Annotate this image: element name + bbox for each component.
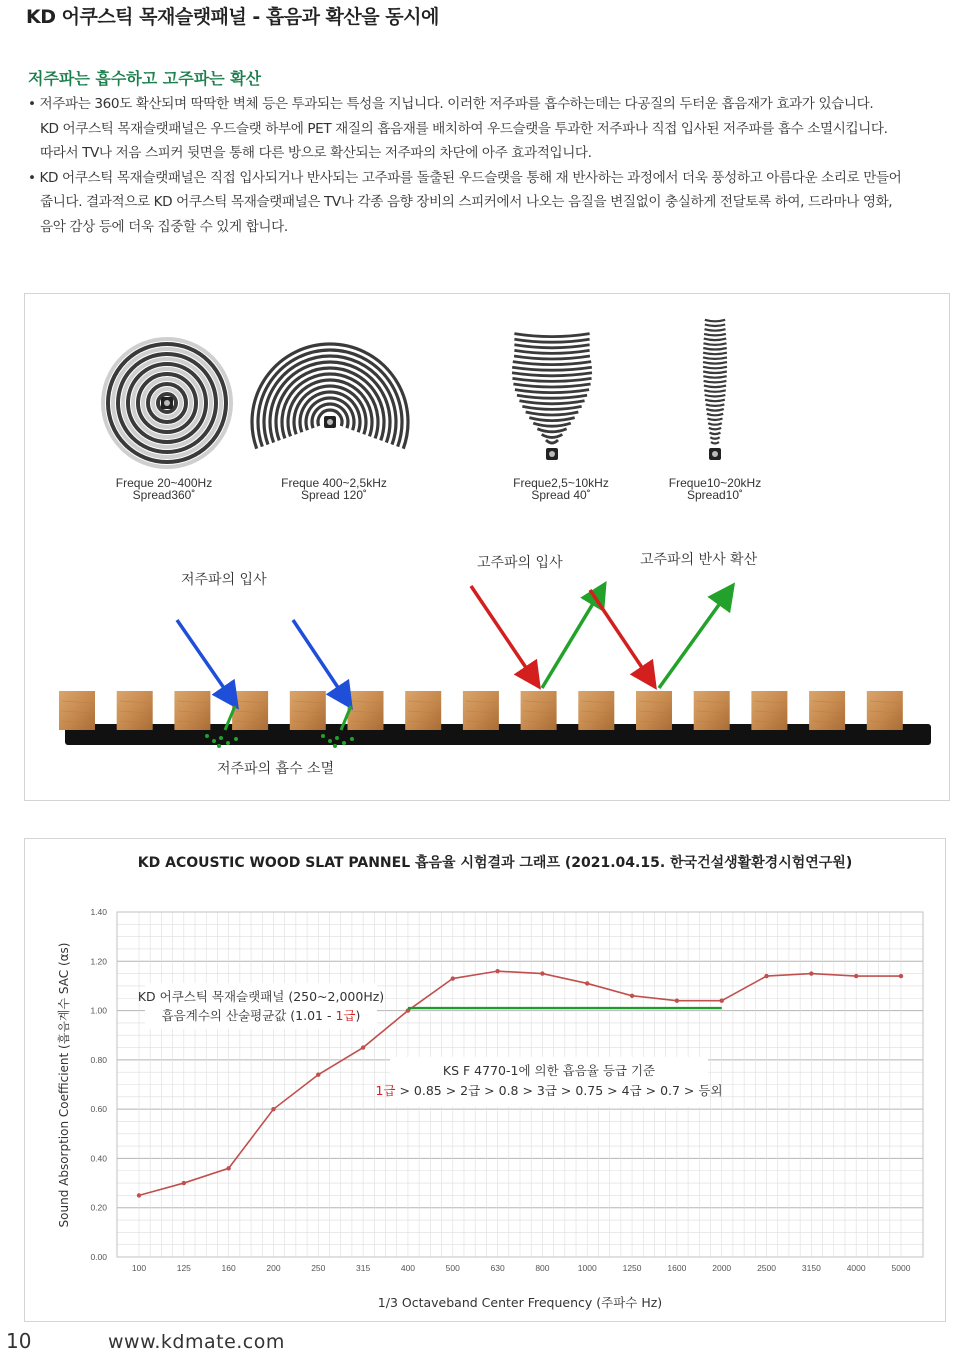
y-tick-label: 0.00	[90, 1252, 107, 1262]
wave-arc	[705, 400, 725, 402]
paragraph-line: 줍니다. 결과적으로 KD 어쿠스틱 목재슬랫패널은 TV나 각종 음향 장비의 스피커에서 나오는 음질을 변질없이 충실하게 전달토록 하여, 드라마나 영화,	[40, 194, 893, 211]
standard-annotation-line2	[375, 1083, 722, 1098]
wood-slat	[809, 691, 845, 730]
wood-slat	[232, 691, 268, 730]
series-point	[451, 976, 455, 980]
wave-arc	[515, 390, 589, 393]
x-tick-label: 160	[221, 1263, 236, 1273]
wave-arc	[703, 343, 726, 345]
series-point	[675, 999, 679, 1003]
series-point	[361, 1045, 365, 1049]
wood-slat	[59, 691, 95, 730]
wave-arc	[703, 353, 727, 355]
series-point	[137, 1193, 141, 1197]
series-point	[540, 971, 544, 975]
wood-slat	[290, 691, 326, 730]
absorb-dot	[226, 741, 230, 745]
footer-url[interactable]: www.kdmate.com	[108, 1331, 285, 1353]
speaker-cone	[327, 419, 333, 425]
wood-slat	[521, 691, 557, 730]
x-tick-label: 315	[356, 1263, 371, 1273]
wave-arc	[519, 401, 584, 404]
wood-slat	[694, 691, 730, 730]
wave-arc	[707, 414, 723, 416]
paragraph-line: • KD 어쿠스틱 목재슬랫패널은 직접 입사되거나 반사되는 고주파를 돌출된 우드슬랫을 통해 재 반사하는 과정에서 더욱 풍성하고 아름다운 소리로 만들어	[28, 169, 902, 186]
x-tick-label: 800	[535, 1263, 550, 1273]
wave-arc	[710, 433, 721, 435]
x-axis-label: 1/3 Octaveband Center Frequency (주파수 Hz)	[377, 1295, 663, 1310]
high-incident-arrow	[471, 586, 537, 684]
series-point	[854, 974, 858, 978]
speaker-cone	[549, 451, 555, 457]
body-text	[28, 92, 958, 240]
x-tick-label: 3150	[801, 1263, 821, 1273]
y-tick-label: 0.60	[90, 1104, 107, 1115]
wood-slat	[405, 691, 441, 730]
wave-arc	[704, 339, 726, 341]
wave-arc	[512, 373, 592, 376]
wave-arc	[542, 434, 563, 437]
paragraph-line: 따라서 TV나 저음 스피커 뒷면을 통해 다른 방으로 확산되는 저주파의 차단에 아주 효과적입니다.	[40, 145, 592, 162]
absorb-dot	[217, 744, 221, 748]
wave-arc	[708, 423, 722, 425]
x-tick-label: 5000	[891, 1263, 911, 1273]
wave-arc	[512, 378, 591, 381]
y-tick-label: 0.20	[90, 1202, 107, 1213]
y-tick-label: 1.00	[90, 1005, 107, 1016]
wave-arc	[514, 356, 590, 359]
x-tick-label: 630	[490, 1263, 505, 1273]
paragraph-line: 음악 감상 등에 더욱 집중할 수 있게 합니다.	[40, 218, 288, 235]
wave-arc	[705, 320, 725, 322]
page-number: 10	[6, 1329, 32, 1353]
wood-slats	[59, 691, 903, 730]
x-tick-label: 4000	[846, 1263, 866, 1273]
wave-arc	[711, 442, 719, 444]
series-point	[809, 971, 813, 975]
pattern-freq-label: Freque2,5~10kHz	[513, 476, 609, 490]
wave-arc	[703, 362, 727, 364]
y-tick-label: 1.20	[90, 956, 107, 967]
wave-arc	[546, 440, 558, 443]
series-point	[182, 1181, 186, 1185]
wave-arc	[512, 367, 592, 370]
wave-arc	[703, 376, 726, 378]
average-annotation-line2	[162, 1008, 361, 1023]
series-point	[271, 1107, 275, 1111]
x-tick-label: 1250	[622, 1263, 642, 1273]
wood-slat	[578, 691, 614, 730]
x-tick-label: 2000	[712, 1263, 732, 1273]
wave-arc	[709, 428, 721, 430]
absorb-dot	[335, 736, 339, 740]
x-tick-labels	[132, 1263, 911, 1273]
wood-slat	[867, 691, 903, 730]
high-reflect-arrow	[659, 588, 731, 688]
average-annotation-suffix: )	[355, 1008, 361, 1023]
absorb-dot	[342, 741, 346, 745]
absorb-dot	[212, 739, 216, 743]
wave-patterns	[103, 320, 727, 467]
absorption-graph	[24, 838, 946, 1322]
y-tick-labels	[90, 907, 107, 1262]
wave-arc	[705, 325, 725, 327]
wave-arc	[514, 339, 589, 342]
wave-arc	[533, 423, 571, 426]
wave-arc	[517, 395, 587, 398]
section-heading: 저주파는 흡수하고 고주파는 확산	[28, 69, 262, 88]
series-point	[899, 974, 903, 978]
wave-arc	[522, 406, 581, 409]
high-incident-label: 고주파의 입사	[477, 555, 563, 571]
pattern-spread-label: Spread360˚	[132, 488, 196, 502]
wave-arc	[704, 329, 725, 331]
absorb-dot	[321, 734, 325, 738]
wood-slat	[751, 691, 787, 730]
high-incident-arrow	[590, 590, 653, 684]
standard-annotation-line1: KS F 4770-1에 의한 흡음율 등급 기준	[442, 1063, 656, 1078]
wave-arc	[706, 409, 724, 411]
wave-arc	[703, 357, 727, 359]
wood-slat	[117, 691, 153, 730]
x-tick-label: 1600	[667, 1263, 687, 1273]
wave-arc	[537, 429, 566, 432]
wave-arc	[526, 412, 579, 415]
average-annotation-line1: KD 어쿠스틱 목재슬랫패널 (250~2,000Hz)	[137, 989, 385, 1004]
series-point	[585, 981, 589, 985]
diffusion-diagram	[24, 293, 950, 801]
paragraph-line: KD 어쿠스틱 목재슬랫패널은 우드슬랫 하부에 PET 재질의 흡음재를 배치하여 우드슬랫을 투과한 저주파나 직접 입사된 저주파를 흡수 소멸시킵니다.	[40, 120, 888, 137]
wave-arc	[704, 334, 726, 336]
pattern-spread-label: Spread10˚	[686, 488, 744, 502]
wave-arc	[706, 404, 725, 406]
pattern-spread-label: Spread 120˚	[300, 488, 368, 502]
page-title: KD 어쿠스틱 목재슬랫패널 - 흡음과 확산을 동시에	[26, 6, 439, 28]
wave-arc	[514, 334, 589, 337]
x-tick-label: 100	[131, 1263, 147, 1273]
series-point	[226, 1166, 230, 1170]
x-tick-label: 400	[400, 1263, 416, 1273]
series-point	[495, 969, 499, 973]
series-point	[764, 974, 768, 978]
absorb-dot	[205, 734, 209, 738]
y-tick-label: 1.40	[90, 907, 107, 917]
graph-title: KD ACOUSTIC WOOD SLAT PANNEL 흡음율 시험결과 그래프 (2021.04.15. 한국건설생활환경시험연구원)	[137, 855, 853, 871]
series-point	[720, 999, 724, 1003]
diagram-canvas	[25, 294, 949, 800]
x-tick-label: 250	[311, 1263, 326, 1273]
wood-slat	[348, 691, 384, 730]
standard-grade-scale: > 0.85 > 2급 > 0.8 > 3급 > 0.75 > 4급 > 0.7 > 등외	[395, 1083, 723, 1098]
wave-arc	[513, 362, 591, 365]
y-axis-label: Sound Absorption Coefficient (흡음계수 SAC (αs)	[57, 942, 71, 1228]
x-tick-label: 1000	[577, 1263, 597, 1273]
wave-arc	[703, 372, 727, 374]
absorb-dot	[234, 737, 238, 741]
high-reflect-label: 고주파의 반사 확산	[640, 552, 758, 568]
y-tick-label: 0.40	[90, 1153, 107, 1164]
wave-arc	[704, 386, 726, 388]
wave-arc	[514, 345, 589, 348]
graph-canvas	[25, 839, 945, 1321]
series-point	[630, 994, 634, 998]
paragraph-line: • 저주파는 360도 확산되며 딱딱한 벽체 등은 투과되는 특성을 지닙니다. 이러한 저주파를 흡수하는데는 다공질의 두터운 흡음재가 효과가 있습니다.	[28, 96, 874, 112]
standard-grade-1: 1급	[375, 1083, 396, 1098]
x-tick-label: 500	[445, 1263, 460, 1273]
wood-slat	[463, 691, 499, 730]
wave-arc	[705, 395, 726, 397]
absorb-dot	[333, 744, 337, 748]
wave-arc	[704, 381, 727, 383]
pattern-freq-label: Freque10~20kHz	[668, 476, 762, 490]
pattern-freq-label: Freque 400~2,5kHz	[281, 476, 387, 490]
low-absorb-label: 저주파의 흡수 소멸	[217, 761, 335, 777]
x-tick-label: 125	[176, 1263, 191, 1273]
series-point	[316, 1072, 320, 1076]
x-tick-label: 200	[266, 1263, 281, 1273]
pattern-freq-label: Freque 20~400Hz	[115, 476, 213, 490]
average-annotation-grade: 1급	[335, 1008, 356, 1023]
y-tick-label: 0.80	[90, 1054, 107, 1065]
wave-arc	[703, 348, 726, 350]
absorb-dot	[219, 736, 223, 740]
wave-arc	[703, 367, 727, 369]
wave-arc	[707, 419, 722, 421]
wave-arc	[513, 384, 590, 387]
wave-arc	[704, 390, 726, 392]
low-incident-label: 저주파의 입사	[181, 572, 267, 588]
absorb-dot	[328, 739, 332, 743]
wave-arc	[529, 418, 574, 421]
wood-slat	[636, 691, 672, 730]
pattern-spread-label: Spread 40˚	[531, 488, 591, 502]
wood-slat	[174, 691, 210, 730]
x-tick-label: 2500	[757, 1263, 776, 1273]
speaker-cone	[712, 451, 718, 457]
absorb-dot	[350, 737, 354, 741]
wave-arc	[710, 437, 719, 439]
speaker-cone	[164, 400, 170, 406]
average-annotation-prefix: 흡음계수의 산술평균값 (1.01 -	[161, 1008, 336, 1023]
wave-arc	[514, 350, 589, 353]
high-reflect-arrow	[542, 587, 603, 688]
